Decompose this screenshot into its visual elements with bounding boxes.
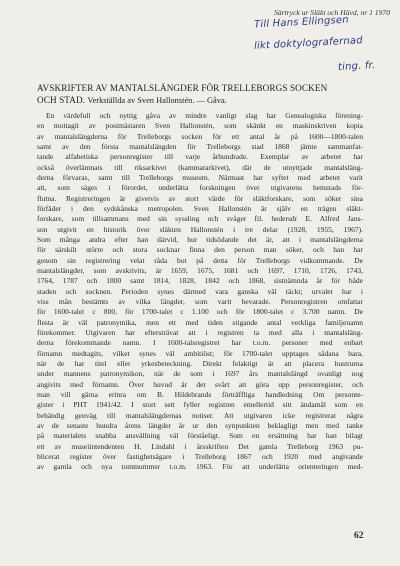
body-line: att, som säges i förordet, underlätta forskningen över utgivarens hemstads för- [37, 183, 363, 193]
body-line: mantalslängder, som avskrivits, är 1659, 1675, 1681 och 1697, 1710, 1726, 1743, [37, 265, 363, 275]
body-line: derna förvaras, samt till Trelleborgs museum. Närmast har syftet med arbetet varit [37, 172, 363, 182]
article-body [37, 111, 363, 472]
body-line: genom sin registrering velat råda bot på detta för Trelleborgs vidkommande. De [37, 255, 363, 265]
body-line: tande alfabetiska personregister till varje århundrade. Exemplar av arbetet har [37, 152, 363, 162]
body-line: forskare, som tillsammans med sin syssling och svåger fil. hedersdr E. Alfred Jans- [37, 214, 363, 224]
body-line: en mottagit av postmästaren Sven Hallonstén, som skänkt en maskinskriven kopia [37, 121, 363, 131]
body-line: samt av den första mantalslängden för Trelleborgs stad 1868 jämte sammanfat- [37, 141, 363, 151]
body-line: av gamla och nya tomtnummer t.o.m. 1963. För att underlätta orienteringen med- [37, 462, 363, 472]
body-line: behändig genväg till mantalslängdernas notiser. Att utgivaren icke registrerat några [37, 410, 363, 420]
body-line: flesta är väl patronymika, men ett med tiden stigande antal verkliga familjenamn [37, 317, 363, 327]
body-line: förekommer. Utgivaren har eftersträvat att i registren ta med alla i mantalsläng- [37, 327, 363, 337]
body-line: staden och socknen. Perioden synes därmed vara ganska väl täckt; urvalet har i [37, 286, 363, 296]
body-line: för särskilt större och stora socknar finna den person man söker, och han har [37, 245, 363, 255]
body-line: Som många andra efter han därvid, hur tidsödande det är, att i mantalslängderna [37, 234, 363, 244]
body-line: man vill gärna erinra om B. Hildebrands förträffliga handledning Om personte- [37, 389, 363, 399]
body-line: blicerat register över fastighetsägare i Trelleborg 1867 och 1920 med angivande [37, 451, 363, 461]
body-line: gister i PHT 1941/42. I stort sett fyller registren emellertid sitt ändamål som en [37, 400, 363, 410]
body-line: ett av museiintendenten H. Lindahl i årsskriften Det gamla Trelleborg 1963 pu- [37, 441, 363, 451]
handwritten-line-2: likt doktylografernad [253, 35, 364, 52]
body-line: viss mån bestämts av vilka längder, som varit bevarade. Personregistren omfattar [37, 296, 363, 306]
body-line: också överlämnats till riksarkivet (kammararkivet), där de utnyttjade mantalsläng- [37, 162, 363, 172]
body-line: En värdefull och nyttig gåva av mindre vanligt slag har Genealogiska förening- [46, 111, 363, 120]
body-line: förnamn medtagits, vilket synes väl ambitiöst; för 1700-talet upptages sådana bara, [37, 348, 363, 358]
body-line: derna förekommande namn. I 1600-talsregistret har t.o.m. personer med enbart [37, 338, 363, 348]
body-line: av de senaste hundra årens längder är ur den synpunkten beklagligt men med tanke [37, 420, 363, 430]
handwritten-line-3: ting. fr. [337, 60, 376, 73]
body-line: på materialets snabba ansvällning väl förståeligt. Som en ersättning har han bilagt [37, 431, 363, 441]
body-line: när de har titel eller yrkesbeteckning. Direkt felaktigt är att placera hustrurna [37, 358, 363, 368]
body-line: under mannens patronymikon, när de som i 1697 års mantalslängd ovanligt nog [37, 369, 363, 379]
body-line: av mantalslängderna för Trelleborgs socken för ett antal år på 1600—1800-talen [37, 131, 363, 141]
article-title-continuation: OCH STAD. [37, 95, 86, 105]
offprint-header: Särtryck ur Släkt och Hävd, nr 1 1970 [274, 8, 390, 17]
article-subtitle: Verkställda av Sven Hallonstén. — Gåva. [87, 96, 227, 105]
body-line: son utgivit en historik över släkten Hallonstén i tre delar (1928, 1955, 1967). [37, 224, 363, 234]
article-title: AVSKRIFTER AV MANTALSLÄNGDER FÖR TRELLEBORGS SOCKEN [37, 83, 328, 93]
body-line: angivits med förnamn. Över huvud är det svårt att göra upp personregister, och [37, 379, 363, 389]
body-line: för 1600-talet c 800, för 1700-talet c 1.100 och för 1800-talet c 3.700 namn. De [37, 307, 363, 317]
handwritten-line-1: Till Hans Ellingsen [253, 14, 350, 31]
page-number: 62 [354, 531, 364, 541]
body-line: 1764, 1787 och 1800 samt 1814, 1828, 1842 och 1868, sistnämnda år för både [37, 276, 363, 286]
article-title-block [37, 82, 363, 107]
handwritten-dedication [250, 14, 400, 87]
body-line: flutna. Registreringen är givetvis av stort värde för släktforskare, som söker sina [37, 193, 363, 203]
body-line: förfäder i den sydskånska metropolen. Sven Hallonstén är själv en trägen släkt- [37, 203, 363, 213]
